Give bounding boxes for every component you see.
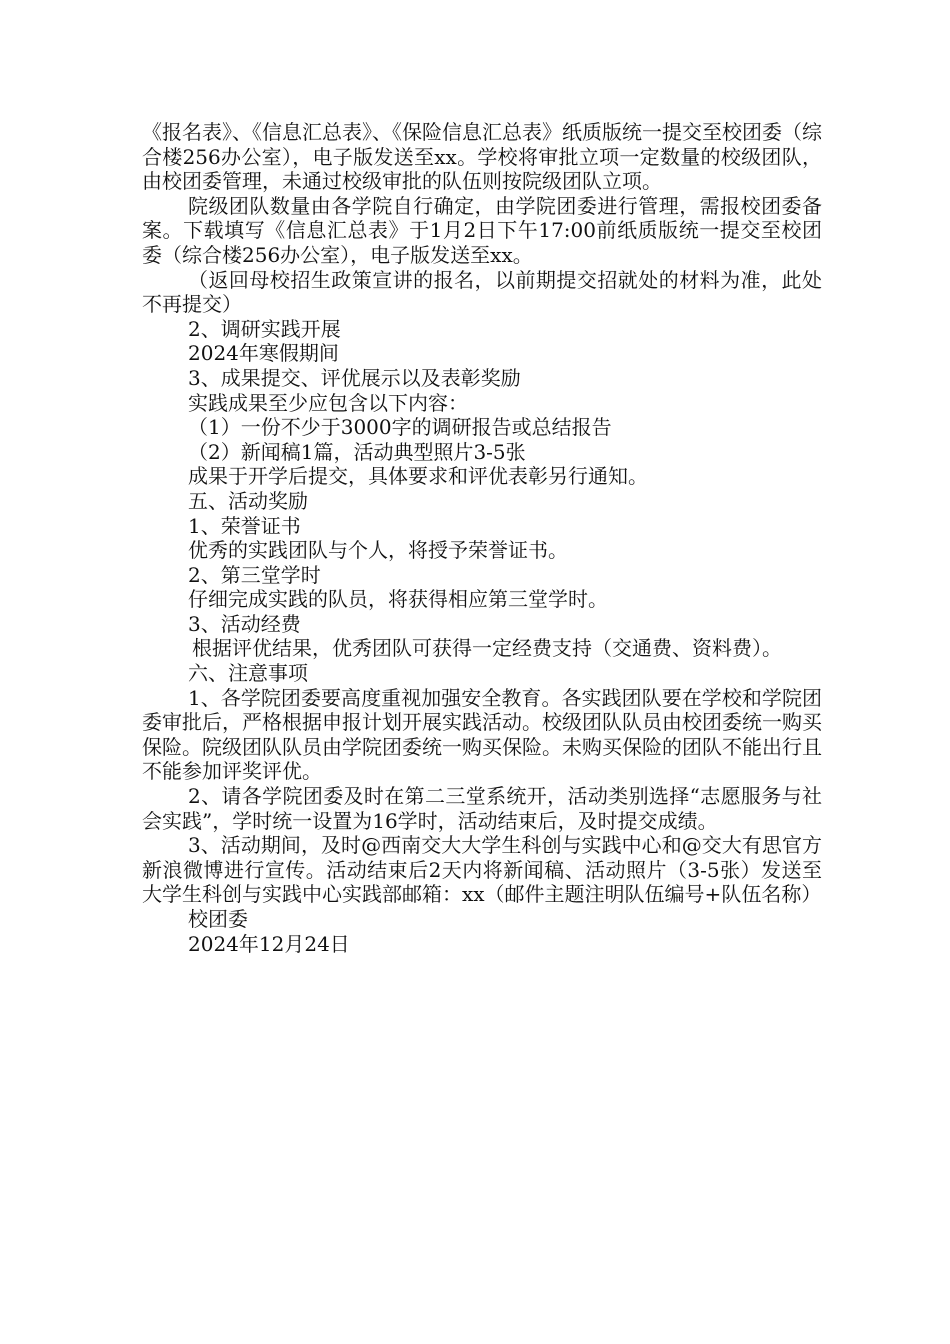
heading-results-submission: 3、成果提交、评优展示以及表彰奖励: [188, 365, 521, 390]
list-item-news-photos: （2）新闻稿1篇，活动典型照片3-5张: [188, 439, 526, 464]
document-page: [142, 120, 822, 956]
list-item-report: （1）一份不少于3000字的调研报告或总结报告: [188, 415, 612, 440]
heading-activity-funding: 3、活动经费: [188, 611, 301, 636]
paragraph-submission-forms: 《报名表》、《信息汇总表》、《保险信息汇总表》纸质版统一提交至校团委（综合楼256办公室），电子版发送至xx。学校将审批立项一定数量的校级团队，由校团委管理，未通过校级审批的队伍则按院级团队立项。: [142, 120, 822, 194]
paragraph-activity-funding: 根据评优结果，优秀团队可获得一定经费支持（交通费、资料费）。: [192, 636, 782, 661]
paragraph-alma-mater-note: （返回母校招生政策宣讲的报名，以前期提交招就处的材料为准，此处不再提交）: [142, 267, 822, 317]
paragraph-note-publicity: 3、活动期间，及时@西南交大大学生科创与实践中心和@交大有思官方新浪微博进行宣传。活动结束后2天内将新闻稿、活动照片（3-5张）发送至大学生科创与实践中心实践部邮箱：xx（邮件主题注明队伍编号+队伍名称）: [142, 833, 822, 907]
heading-third-class-hours: 2、第三堂学时: [188, 562, 321, 587]
heading-notes: 六、注意事项: [188, 661, 308, 686]
heading-research-practice: 2、调研实践开展: [188, 316, 341, 341]
paragraph-note-system: 2、请各学院团委及时在第二三堂系统开，活动类别选择“志愿服务与社会实践”，学时统一设置为16学时，活动结束后，及时提交成绩。: [142, 784, 822, 833]
paragraph-submission-timing: 成果于开学后提交，具体要求和评优表彰另行通知。: [188, 464, 648, 489]
paragraph-results-contents: 实践成果至少应包含以下内容：: [188, 390, 468, 415]
paragraph-third-class-hours: 仔细完成实践的队员，将获得相应第三堂学时。: [188, 587, 608, 612]
signature-date: 2024年12月24日: [188, 931, 350, 956]
paragraph-practice-period: 2024年寒假期间: [188, 341, 339, 366]
heading-honor-certificate: 1、荣誉证书: [188, 513, 301, 538]
paragraph-college-teams: 院级团队数量由各学院自行确定，由学院团委进行管理，需报校团委备案。下载填写《信息汇总表》于1月2日下午17:00前纸质版统一提交至校团委（综合楼256办公室），电子版发送至xx。: [142, 193, 822, 267]
paragraph-note-safety: 1、各学院团委要高度重视加强安全教育。各实践团队要在学校和学院团委审批后，严格根据申报计划开展实践活动。校级团队队员由校团委统一购买保险。院级团队队员由学院团委统一购买保险。未购买保险的团队不能出行且不能参加评奖评优。: [142, 685, 822, 784]
heading-awards: 五、活动奖励: [188, 488, 308, 513]
signature-organization: 校团委: [188, 907, 248, 931]
paragraph-honor-certificate: 优秀的实践团队与个人，将授予荣誉证书。: [188, 538, 568, 563]
